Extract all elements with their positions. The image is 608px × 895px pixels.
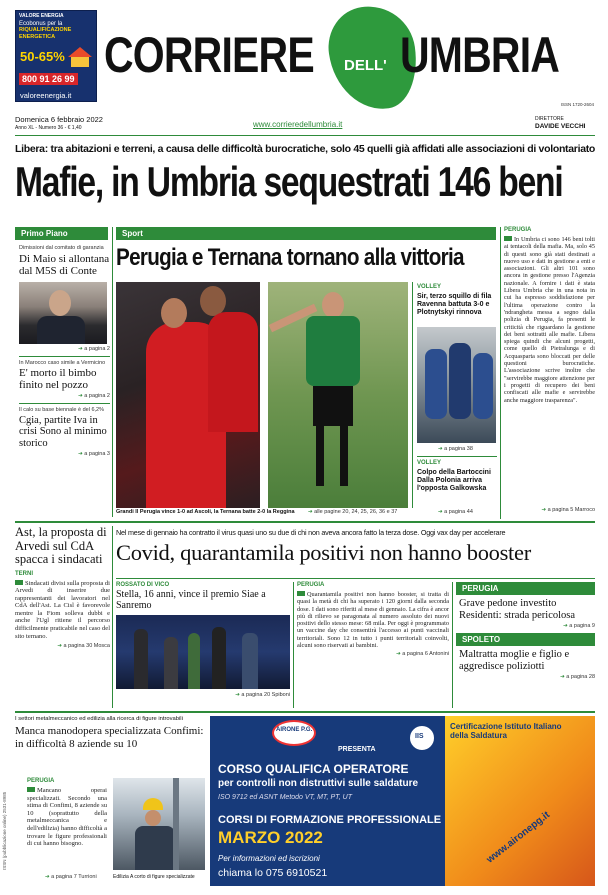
mafie-text-body: In Umbria ci sono 146 beni tolti ai tentacoli della mafia. Ma, solo 45 di questi sono già stati destinati a nuovo uso e dati in gestione a enti e associazioni. Gli altri 101 sono ancora in gestione presso l'Agenzia nazionale. A fornire i dati è stata Libera Umbria che in una nota in cui ha espresso soddisfazione per l'ultima operazione contro la 'ndrangheta messa a segno dalla polizia di Perugia, fa presenti le criticità che riguardano la gestione dei beni sottratti alle mafie. Libera spiega quindi che alcuni progetti, come quello di Pietralunga e di Acquasparta sono bloccati per delle questioni burocratiche. L'associazione scrive inoltre che "servirebbe maggiore attenzione per i progetti di recupero dei beni confiscati alle mafie e servirebbe anche maggiore trasparenza". xyxy=(504,236,595,404)
ad-top-brand: VALORE ENERGIA xyxy=(19,13,64,19)
manodopera-label: PERUGIA xyxy=(27,778,55,784)
manodopera-text xyxy=(27,787,107,848)
pp-s1-title[interactable]: Di Maio si allontana dal M5S di Conte xyxy=(19,252,110,277)
ad-top-line2: RIQUALIFICAZIONE ENERGETICA xyxy=(19,27,72,40)
covid-label: PERUGIA xyxy=(297,582,325,588)
lead-kicker: Libera: tra abitazioni e terreni, a causa delle difficoltà burocratiche, solo 45 quelli già affidati alle associazioni di volontariato xyxy=(15,143,596,155)
ad-cert: Certificazione Istituto Italiano della Saldatura xyxy=(450,722,562,740)
ad-top-phone: 800 91 26 99 xyxy=(19,73,78,85)
sanremo-photo xyxy=(116,615,290,689)
airone-logo xyxy=(272,720,316,746)
covid-article xyxy=(297,582,449,708)
masthead-umbria: UMBRIA xyxy=(400,27,560,83)
ast-label: TERNI xyxy=(15,570,33,577)
pp-s2-title[interactable]: E' morto il bimbo finito nel pozzo xyxy=(19,367,97,391)
house-icon xyxy=(68,47,92,57)
mafie-author[interactable]: ➔ a pagina 5 Marroco xyxy=(541,507,595,513)
worker-caption: Edilizia A corto di figure specializzate xyxy=(113,874,195,880)
covid-text xyxy=(297,591,449,649)
manodopera-kicker: I settori metalmeccanico ed edilizia alla ricerca di figure introvabili xyxy=(15,716,183,722)
sanremo-label: ROSSATO DI VICO xyxy=(116,582,170,588)
sport-headline[interactable]: Perugia e Ternana tornano alla vittoria xyxy=(116,244,464,271)
volley1-title[interactable]: Sir, terzo squillo di fila Ravenna battuta 3-0 e Plotnytskyi rinnova xyxy=(417,293,492,317)
sport-caption: Grandi Il Perugia vince 1-0 ad Ascoli, la Ternana batte 2-0 la Reggina xyxy=(116,509,295,515)
sport-pages[interactable]: ➔ alle pagine 20, 24, 25, 26, 36 e 37 xyxy=(308,509,397,515)
di-maio-photo xyxy=(19,282,107,344)
primo-piano-label: Primo Piano xyxy=(15,227,108,240)
ast-text xyxy=(15,580,110,641)
iis-label: IIS xyxy=(415,733,424,740)
volley-photo xyxy=(417,327,496,443)
pp-s3-page[interactable]: ➔ a pagina 3 xyxy=(15,451,110,457)
ad-course1c: ISO 9712 ed ASNT Metodo VT, MT, PT, UT xyxy=(218,794,352,801)
ad-course1: CORSO QUALIFICA OPERATORE xyxy=(218,762,409,776)
ad-top-site: valoreenergia.it xyxy=(20,91,72,100)
ad-top-line1: Ecobonus per la xyxy=(19,21,63,27)
manodopera-article xyxy=(15,716,205,886)
brief2-label: SPOLETO xyxy=(456,633,595,646)
volley2-title[interactable]: Colpo della Bartoccini Dalla Polonia arriva l'opposta Galkowska xyxy=(417,469,491,493)
issue-number: Anno XL - Numero 36 - € 1,40 xyxy=(15,125,82,131)
masthead xyxy=(104,4,594,110)
issn: ISSN 1720-2604 xyxy=(560,102,594,107)
ad-top-percent: 50-65% xyxy=(20,49,65,64)
ad-phone: chiama lo 075 6910521 xyxy=(218,867,328,879)
covid-text-body: Quarantamila positivi non hanno booster, si tratta di quasi la metà di chi ha superato i 120 giorni dalla seconda dose. I dati sono riferiti al mese di gennaio. La cifra è ancor più di rilievo se paragonata al numero assoluto dei nuovi positivi dello stesso mese: 68 mila. Per oggi è programmato un vaccine day che consentirà l'accesso ai punti vaccinali territoriali. Sono 12 in tutto i punti territoriali coinvolti, alcuni sono riservati ai bambini. xyxy=(297,591,449,650)
ast-headline[interactable]: Ast, la proposta di Arvedi sul CdA spacca i sindacati xyxy=(15,525,107,566)
ast-text-body: Sindacati divisi sulla proposta di Arvedi di inserire due rappresentanti dei lavoratori nel CdA dell'Ast. La Cisl è favorevole mentre la Fiom solleva dubbi e anche l'Ugl ritiene il percorso difficilmente praticabile nel caso del sito ternano. xyxy=(15,579,110,640)
pp-s3-title[interactable]: Cgia, partite Iva in crisi Sono al minimo storico xyxy=(19,414,107,449)
covid-headline[interactable]: Covid, quarantamila positivi non hanno booster xyxy=(116,540,531,565)
worker-photo xyxy=(113,778,205,870)
ad-course1b: per controlli non distruttivi sulle saldature xyxy=(218,778,419,789)
mafie-label: PERUGIA xyxy=(504,227,532,233)
lead-headline[interactable]: Mafie, in Umbria sequestrati 146 beni xyxy=(15,158,563,205)
manodopera-headline[interactable]: Manca manodopera specializzata Confimi: in difficoltà 8 aziende su 10 xyxy=(15,725,204,750)
ad-course2: CORSI DI FORMAZIONE PROFESSIONALE xyxy=(218,814,442,826)
covid-page[interactable]: ➔ a pagina 6 Antonini xyxy=(297,651,449,657)
director-label: DIRETTORE xyxy=(535,116,564,122)
airone-brand: AIRONE P.G. xyxy=(276,727,313,733)
masthead-dell: DELL' xyxy=(344,57,387,74)
sanremo-title[interactable]: Stella, 16 anni, vince il premio Siae a Sanremo xyxy=(116,589,266,611)
sanremo-page[interactable]: ➔ a pagina 20 Spiboni xyxy=(116,692,290,698)
pp-s1-page[interactable]: ➔ a pagina 2 xyxy=(15,346,110,352)
date: Domenica 6 febbraio 2022 xyxy=(15,115,103,124)
sport-block xyxy=(116,227,496,519)
volley1-label: VOLLEY xyxy=(417,284,442,290)
brief1-title[interactable]: Grave pedone investito Residenti: strada pericolosa xyxy=(459,598,576,621)
perugia-photo xyxy=(116,282,260,508)
dateline xyxy=(15,112,595,136)
sport-label: Sport xyxy=(116,227,496,240)
ternana-photo xyxy=(268,282,408,508)
pp-s2-page[interactable]: ➔ a pagina 2 xyxy=(15,393,110,399)
primo-piano-column xyxy=(15,227,110,517)
pp-s1-kicker: Dimissioni dal comitato di garanzia xyxy=(19,245,104,251)
manodopera-page[interactable]: ➔ a pagina 7 Turrioni xyxy=(45,874,97,880)
brief2-title[interactable]: Maltratta moglie e figlio e aggredisce poliziotti xyxy=(459,649,570,672)
ad-info: Per informazioni ed iscrizioni xyxy=(218,854,320,863)
brief1-page[interactable]: ➔ a pagina 9 xyxy=(456,623,595,629)
ad-airone[interactable] xyxy=(210,716,595,886)
masthead-corriere: CORRIERE xyxy=(104,27,314,83)
volley2-label: VOLLEY xyxy=(417,460,442,466)
pp-s3-kicker: Il calo su base biennale è del 6,2% xyxy=(19,407,105,413)
volley1-page[interactable]: ➔ a pagina 38 xyxy=(438,446,473,452)
sanremo-article xyxy=(116,582,290,708)
airone-presents: PRESENTA xyxy=(338,746,376,753)
spine-issn: ISSN (pubblicazione online) 2531-8985 xyxy=(2,791,7,870)
brief1-label: PERUGIA xyxy=(456,582,595,595)
site-url[interactable]: www.corrieredellumbria.it xyxy=(253,120,343,129)
ad-month: MARZO 2022 xyxy=(218,828,323,847)
ast-page[interactable]: ➔ a pagina 30 Mosca xyxy=(15,643,110,649)
mafie-text xyxy=(504,236,595,404)
director-name: DAVIDE VECCHI xyxy=(535,123,586,130)
covid-kicker: Nel mese di gennaio ha contratto il virus quasi uno su due di chi non aveva ancora fatto la terza dose. Oggi vax day per accelerare xyxy=(116,528,506,537)
ad-web[interactable]: www.aironepg.it xyxy=(484,809,553,866)
briefs-column xyxy=(456,582,595,708)
brief2-page[interactable]: ➔ a pagina 28 xyxy=(456,674,595,680)
pp-s2-kicker: In Marocco caso simile a Vermicino xyxy=(19,359,106,366)
mafie-article xyxy=(504,227,595,519)
ad-top-valore-energia[interactable] xyxy=(15,10,97,102)
volley2-page[interactable]: ➔ a pagina 44 xyxy=(438,509,473,515)
ast-column xyxy=(15,526,110,708)
manodopera-text-body: Mancano operai specializzati. Secondo una stima di Confimi, 8 aziende su 10 (soprattutto della metalmeccanica e dell'edilizia) hanno difficoltà a trovare le figure professionali di cui hanno bisogno. xyxy=(27,787,107,848)
